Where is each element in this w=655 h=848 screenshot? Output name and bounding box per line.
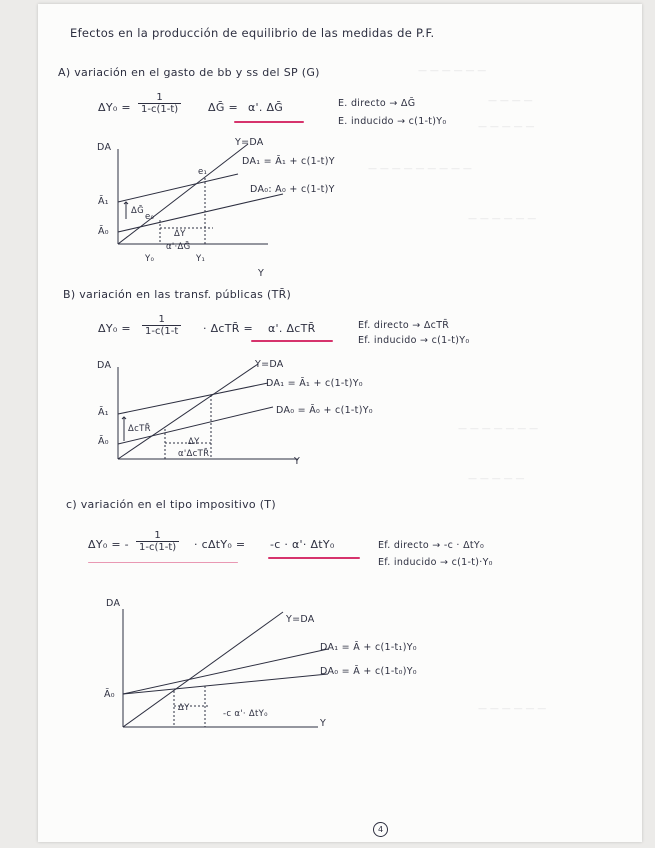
- section-b-da0-label: DA₀ = Ā₀ + c(1-t)Y₀: [276, 405, 373, 416]
- section-a-effect-direct: E. directo → ΔḠ: [338, 98, 416, 109]
- section-c-frac-den: 1-c(1-t): [139, 542, 177, 553]
- section-a-e1-label: e₁: [198, 167, 208, 177]
- section-a-a0-label: Ā₀: [98, 226, 109, 237]
- bleed-through-text: — — — — — —: [418, 66, 487, 76]
- section-a-graph: [88, 134, 408, 269]
- bleed-through-text: — — — — — — —: [458, 424, 539, 434]
- section-a-shift-label: ΔḠ: [131, 206, 145, 216]
- highlight-underline: [251, 340, 333, 342]
- section-b-dy-label: ΔY: [188, 437, 200, 447]
- section-a-a1-label: Ā₁: [98, 196, 109, 207]
- section-b-eq-rhs: · ΔcTR̄ =: [203, 322, 254, 335]
- section-c-fraction: [136, 530, 179, 553]
- section-c-line45-label: Y=DA: [286, 614, 315, 625]
- section-a-mult-label: α'·ΔḠ: [166, 242, 191, 252]
- bleed-through-text: — — — —: [488, 96, 533, 106]
- section-a-heading: A) variación en el gasto de bb y ss del SP (G): [58, 66, 320, 79]
- section-c-eq-rhs: · cΔtY₀ =: [194, 538, 246, 551]
- da1-line: [123, 649, 328, 694]
- section-c-effect-direct: Ef. directo → -c · ΔtY₀: [378, 540, 485, 551]
- section-a-y1-label: Y₁: [196, 254, 206, 264]
- section-c-frac-num: 1: [136, 530, 179, 542]
- section-b-shift-label: ΔcTR̄: [128, 424, 151, 434]
- section-a-graph-xlabel: Y: [258, 268, 265, 279]
- section-a-frac-num: 1: [138, 92, 181, 104]
- bleed-through-text: — — — — —: [468, 474, 525, 484]
- da1-line: [118, 383, 268, 414]
- section-b-effect-induced: Ef. inducido → c(1-t)Y₀: [358, 335, 470, 346]
- section-a-da0-label: DA₀: A₀ + c(1-t)Y: [250, 184, 335, 195]
- section-c-mult-label: -c α'· ΔtY₀: [223, 709, 268, 719]
- da0-line: [123, 674, 328, 694]
- section-c-heading: c) variación en el tipo impositivo (T): [66, 498, 276, 511]
- section-b-effect-direct: Ef. directo → ΔcTR̄: [358, 320, 450, 331]
- section-c-da0-label: DA₀ = Ā + c(1-t₀)Y₀: [320, 666, 417, 677]
- section-b-graph: [88, 359, 408, 474]
- highlight-underline-faint: [88, 562, 238, 563]
- section-b-eq-result: α'. ΔcTR̄: [268, 322, 316, 335]
- section-c-effect-induced: Ef. inducido → c(1-t)·Y₀: [378, 557, 493, 568]
- section-a-da1-label: DA₁ = Ā₁ + c(1-t)Y: [242, 156, 335, 167]
- section-c-graph-xlabel: Y: [320, 718, 327, 729]
- section-a-eq-result: α'. ΔḠ: [248, 101, 284, 114]
- bleed-through-text: — — — — — —: [478, 704, 547, 714]
- section-a-line45-label: Y=DA: [235, 137, 264, 148]
- section-a-eq-lhs: ΔY₀ =: [98, 101, 131, 114]
- section-b-a0-label: Ā₀: [98, 436, 109, 447]
- section-c-eq-result: -c · α'· ΔtY₀: [270, 538, 335, 551]
- section-b-heading: B) variación en las transf. públicas (TR̄): [63, 288, 292, 301]
- section-b-da1-label: DA₁ = Ā₁ + c(1-t)Y₀: [266, 378, 363, 389]
- bleed-through-text: — — — — — —: [468, 214, 537, 224]
- highlight-underline: [234, 121, 304, 123]
- section-b-mult-label: α'ΔcTR̄: [178, 449, 210, 459]
- notes-page: [38, 4, 642, 842]
- section-a-y0-label: Y₀: [145, 254, 155, 264]
- section-c-graph-ylabel: DA: [106, 598, 121, 609]
- section-b-frac-num: 1: [142, 314, 181, 326]
- section-a-graph-ylabel: DA: [97, 142, 112, 153]
- bleed-through-text: — — — — — — — — —: [368, 164, 472, 174]
- section-b-frac-den: 1-c(1-t: [145, 326, 179, 337]
- section-b-graph-xlabel: Y: [294, 456, 301, 467]
- section-c-a0-label: Ā₀: [104, 689, 115, 700]
- section-a-dy-label: ΔY: [174, 229, 186, 239]
- section-c-da1-label: DA₁ = Ā + c(1-t₁)Y₀: [320, 642, 417, 653]
- section-a-e0-label: e₀: [145, 212, 155, 222]
- section-b-eq-lhs: ΔY₀ =: [98, 322, 131, 335]
- section-a-fraction: [138, 92, 181, 115]
- section-b-fraction: [142, 314, 181, 337]
- page-title: Efectos en la producción de equilibrio de las medidas de P.F.: [70, 26, 435, 40]
- section-b-graph-ylabel: DA: [97, 360, 112, 371]
- section-a-frac-den: 1-c(1-t): [141, 104, 179, 115]
- page-number: 4: [373, 822, 388, 837]
- section-c-eq-lhs: ΔY₀ = -: [88, 538, 129, 551]
- section-c-dy-label: ΔY: [178, 703, 190, 713]
- section-b-line45-label: Y=DA: [255, 359, 284, 370]
- section-a-eq-rhs: ΔḠ =: [208, 101, 238, 114]
- bleed-through-text: — — — — —: [478, 122, 535, 132]
- section-a-effect-induced: E. inducido → c(1-t)Y₀: [338, 116, 447, 127]
- section-b-a1-label: Ā₁: [98, 407, 109, 418]
- highlight-underline: [268, 557, 360, 559]
